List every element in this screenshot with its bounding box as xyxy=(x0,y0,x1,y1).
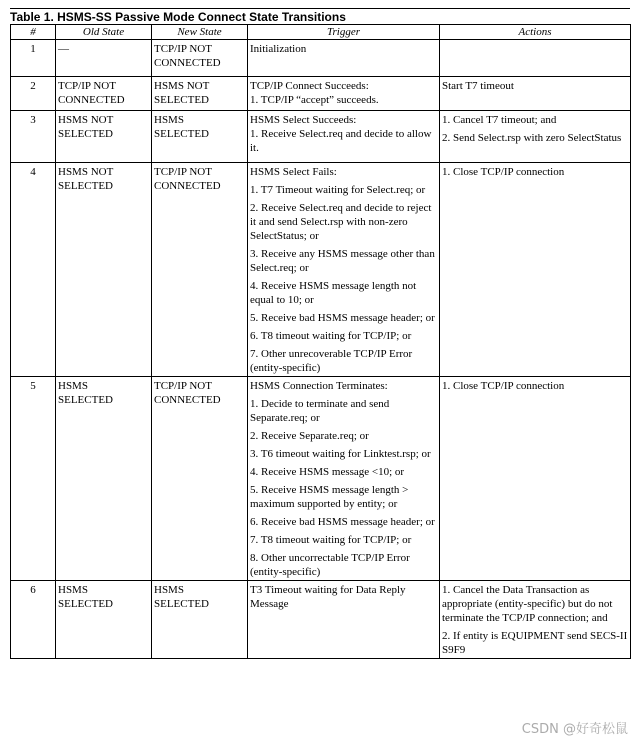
trigger-item: 2. Receive Separate.req; or xyxy=(250,430,369,442)
old-state-line: HSMS NOT xyxy=(58,166,114,178)
row-num: 4 xyxy=(11,163,56,377)
action-item: Start T7 timeout xyxy=(442,80,514,92)
trigger-header: HSMS Select Succeeds: xyxy=(250,114,357,126)
header-num: # xyxy=(11,25,56,40)
actions-cell xyxy=(440,77,631,111)
action-item: 1. Close TCP/IP connection xyxy=(442,380,565,392)
trigger-cell xyxy=(248,163,440,377)
old-state-line: CONNECTED xyxy=(58,94,125,106)
new-state-cell xyxy=(152,377,248,581)
trigger-header: Initialization xyxy=(250,43,307,55)
old-state-cell xyxy=(56,163,152,377)
trigger-item: 3. T6 timeout waiting for Linktest.rsp; or xyxy=(250,448,431,460)
new-state-cell xyxy=(152,40,248,77)
row-num: 6 xyxy=(11,581,56,659)
header-actions: Actions xyxy=(440,25,631,40)
state-transition-table xyxy=(10,24,631,659)
row-num: 2 xyxy=(11,77,56,111)
trigger-item: 8. Other uncorrectable TCP/IP Error (entity-specific) xyxy=(250,552,410,578)
old-state-line: SELECTED xyxy=(58,394,113,406)
table-header-row xyxy=(11,25,631,40)
new-state-line: SELECTED xyxy=(154,128,209,140)
header-new-state: New State xyxy=(152,25,248,40)
table-row xyxy=(11,77,631,111)
trigger-item: 2. Receive Select.req and decide to reject it and send Select.rsp with non-zero SelectStatus; or xyxy=(250,202,432,242)
new-state-line: TCP/IP NOT xyxy=(154,43,212,55)
new-state-line: TCP/IP NOT xyxy=(154,166,212,178)
old-state-cell xyxy=(56,40,152,77)
old-state-line: HSMS xyxy=(58,380,88,392)
new-state-cell xyxy=(152,163,248,377)
trigger-cell xyxy=(248,111,440,163)
old-state-cell xyxy=(56,111,152,163)
table-row xyxy=(11,377,631,581)
old-state-cell xyxy=(56,581,152,659)
row-num: 1 xyxy=(11,40,56,77)
trigger-item: 5. Receive bad HSMS message header; or xyxy=(250,312,435,324)
trigger-header: T3 Timeout waiting for Data Reply Message xyxy=(250,584,406,610)
new-state-line: HSMS xyxy=(154,114,184,126)
new-state-line: HSMS NOT xyxy=(154,80,210,92)
trigger-item: 4. Receive HSMS message <10; or xyxy=(250,466,405,478)
row-num: 3 xyxy=(11,111,56,163)
trigger-cell xyxy=(248,377,440,581)
new-state-line: SELECTED xyxy=(154,598,209,610)
trigger-item: 1. TCP/IP “accept” succeeds. xyxy=(250,94,379,106)
trigger-item: 6. T8 timeout waiting for TCP/IP; or xyxy=(250,330,412,342)
old-state-cell xyxy=(56,377,152,581)
table-body xyxy=(11,40,631,659)
new-state-line: HSMS xyxy=(154,584,184,596)
trigger-item: 7. Other unrecoverable TCP/IP Error (entity-specific) xyxy=(250,348,413,374)
old-state-cell xyxy=(56,77,152,111)
new-state-cell xyxy=(152,111,248,163)
new-state-line: TCP/IP NOT xyxy=(154,380,212,392)
old-state-line: SELECTED xyxy=(58,598,113,610)
action-item: 1. Close TCP/IP connection xyxy=(442,166,565,178)
new-state-line: SELECTED xyxy=(154,94,209,106)
watermark: CSDN @好奇松鼠 xyxy=(521,722,628,737)
old-state-line: SELECTED xyxy=(58,180,113,192)
new-state-line: CONNECTED xyxy=(154,180,221,192)
row-num: 5 xyxy=(11,377,56,581)
old-state-line: HSMS xyxy=(58,584,88,596)
trigger-header: HSMS Connection Terminates: xyxy=(250,380,388,392)
header-trigger: Trigger xyxy=(248,25,440,40)
actions-cell xyxy=(440,163,631,377)
new-state-line: CONNECTED xyxy=(154,394,221,406)
action-item: 1. Cancel T7 timeout; and xyxy=(442,114,557,126)
table-row xyxy=(11,40,631,77)
new-state-line: CONNECTED xyxy=(154,57,221,69)
actions-cell xyxy=(440,377,631,581)
action-item: 1. Cancel the Data Transaction as appropriate (entity-specific) but do not terminate the TCP/IP connection; and xyxy=(442,584,613,624)
trigger-header: HSMS Select Fails: xyxy=(250,166,337,178)
action-item: 2. Send Select.rsp with zero SelectStatus xyxy=(442,132,622,144)
old-state-line: HSMS NOT xyxy=(58,114,114,126)
old-state-line: — xyxy=(58,43,69,55)
trigger-cell xyxy=(248,77,440,111)
actions-cell xyxy=(440,581,631,659)
old-state-line: SELECTED xyxy=(58,128,113,140)
new-state-cell xyxy=(152,77,248,111)
trigger-item: 4. Receive HSMS message length not equal to 10; or xyxy=(250,280,417,306)
actions-cell xyxy=(440,40,631,77)
trigger-item: 1. T7 Timeout waiting for Select.req; or xyxy=(250,184,426,196)
trigger-item: 7. T8 timeout waiting for TCP/IP; or xyxy=(250,534,412,546)
trigger-header: TCP/IP Connect Succeeds: xyxy=(250,80,369,92)
document-page xyxy=(10,8,630,659)
header-old-state: Old State xyxy=(56,25,152,40)
table-row xyxy=(11,581,631,659)
table-caption: Table 1. HSMS-SS Passive Mode Connect State Transitions xyxy=(10,8,630,24)
table-row xyxy=(11,163,631,377)
table-row xyxy=(11,111,631,163)
actions-cell xyxy=(440,111,631,163)
trigger-cell xyxy=(248,581,440,659)
action-item: 2. If entity is EQUIPMENT send SECS-II S9F9 xyxy=(442,630,628,656)
trigger-item: 3. Receive any HSMS message other than Select.req; or xyxy=(250,248,435,274)
trigger-cell xyxy=(248,40,440,77)
new-state-cell xyxy=(152,581,248,659)
old-state-line: TCP/IP NOT xyxy=(58,80,116,92)
trigger-item: 1. Receive Select.req and decide to allow it. xyxy=(250,128,432,154)
trigger-item: 1. Decide to terminate and send Separate.req; or xyxy=(250,398,390,424)
trigger-item: 6. Receive bad HSMS message header; or xyxy=(250,516,435,528)
trigger-item: 5. Receive HSMS message length > maximum supported by entity; or xyxy=(250,484,409,510)
